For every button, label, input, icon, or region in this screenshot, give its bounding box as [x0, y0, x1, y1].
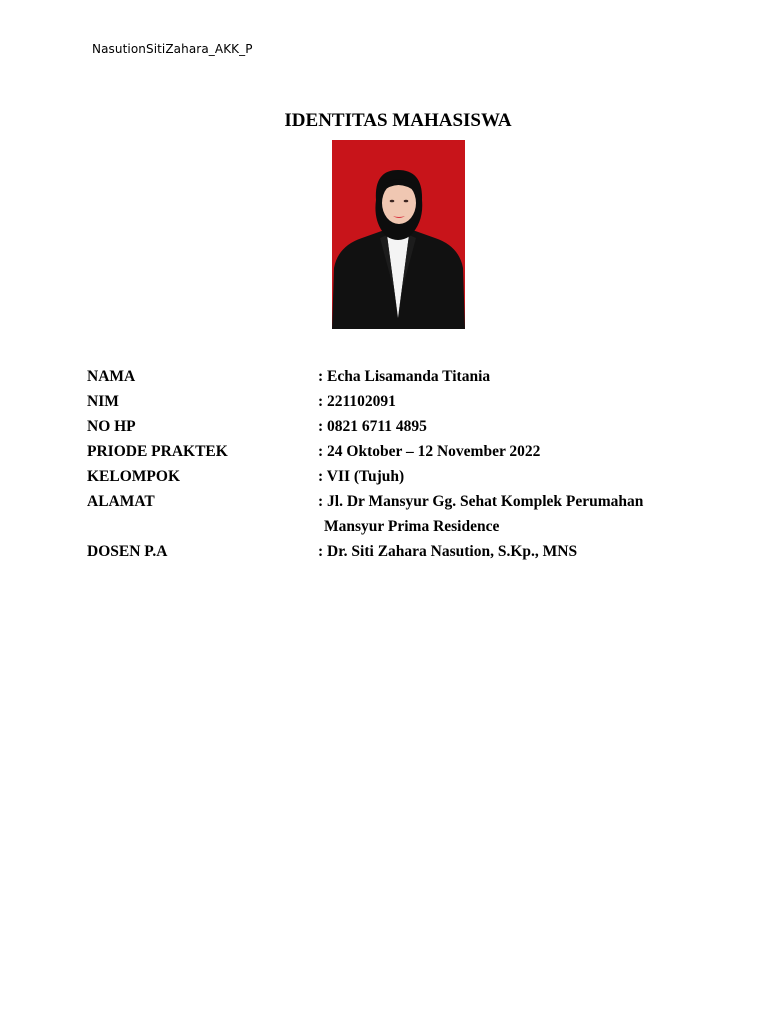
- value-kelompok: : VII (Tujuh): [318, 468, 405, 485]
- value-no-hp: : 0821 6711 4895: [318, 418, 427, 435]
- label-nama: NAMA: [87, 368, 136, 385]
- document-title: IDENTITAS MAHASISWA: [284, 110, 512, 131]
- identity-row-kelompok: [87, 466, 643, 491]
- label-periode-praktek: PRIODE PRAKTEK: [87, 443, 228, 460]
- label-nim: NIM: [87, 393, 119, 410]
- identity-row-nama: [87, 366, 643, 391]
- value-periode-praktek: : 24 Oktober – 12 November 2022: [318, 443, 541, 460]
- identity-row-periode-praktek: [87, 441, 643, 466]
- identity-row-no-hp: [87, 416, 643, 441]
- student-photo: [332, 140, 465, 329]
- identity-row-alamat: [87, 491, 643, 516]
- identity-row-nim: [87, 391, 643, 416]
- value-alamat-cont: Mansyur Prima Residence: [324, 518, 500, 535]
- identity-row-dosen-pa: [87, 541, 643, 566]
- value-dosen-pa: : Dr. Siti Zahara Nasution, S.Kp., MNS: [318, 543, 578, 560]
- label-kelompok: KELOMPOK: [87, 468, 180, 485]
- header-note: NasutionSitiZahara_AKK_P: [92, 42, 253, 56]
- identity-row-alamat-cont: [87, 516, 643, 541]
- label-dosen-pa: DOSEN P.A: [87, 543, 168, 560]
- value-nama: : Echa Lisamanda Titania: [318, 368, 491, 385]
- label-alamat-cont: [87, 516, 318, 541]
- value-nim: : 221102091: [318, 393, 396, 410]
- identity-table: [87, 366, 643, 566]
- value-alamat: : Jl. Dr Mansyur Gg. Sehat Komplek Perumahan: [318, 493, 644, 510]
- label-alamat: ALAMAT: [87, 493, 155, 510]
- label-no-hp: NO HP: [87, 418, 136, 435]
